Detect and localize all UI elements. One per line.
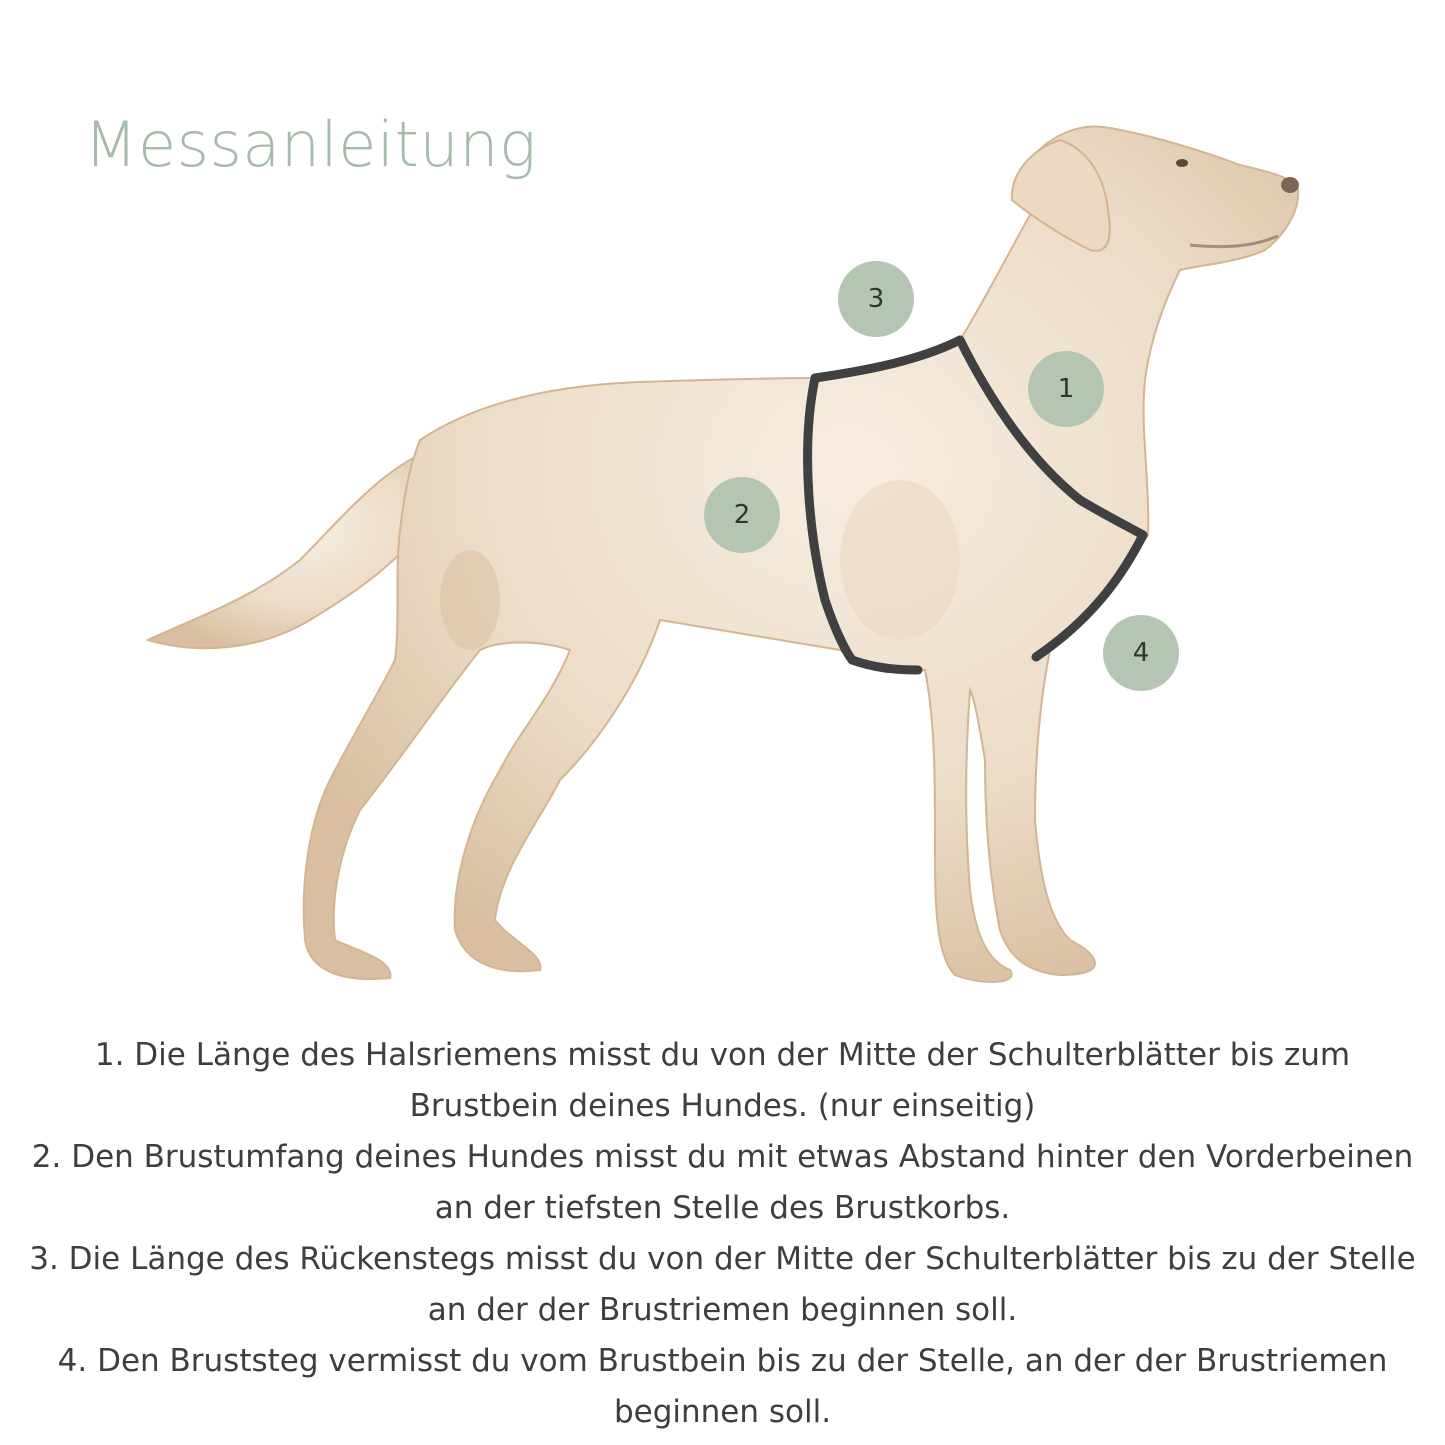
instruction-2: 2. Den Brustumfang deines Hundes misst du mit etwas Abstand hinter den Vorderbeinen an der tiefsten Stelle des Brustkorbs.	[31, 1139, 1414, 1226]
instruction-1: 1. Die Länge des Halsriemens misst du von der Mitte der Schulterblätter bis zum Brustbein deines Hundes. (nur einseitig)	[94, 1037, 1351, 1124]
marker-1: 1	[1028, 351, 1104, 427]
dog-shading-shape	[840, 480, 960, 640]
page-title: Messanleitung	[84, 108, 537, 181]
dog-eye-shape	[1176, 159, 1188, 167]
marker-4: 4	[1103, 615, 1179, 691]
marker-3: 3	[838, 261, 914, 337]
instruction-3: 3. Die Länge des Rückenstegs misst du von der Mitte der Schulterblätter bis zu der Stelle an der der Brustriemen beginnen soll.	[29, 1241, 1416, 1328]
dog-shading-shape	[440, 550, 500, 650]
instructions-text	[0, 1030, 1445, 1438]
marker-2: 2	[704, 477, 780, 553]
instruction-4: 4. Den Bruststeg vermisst du vom Brustbein bis zu der Stelle, an der der Brustriemen beginnen soll.	[57, 1343, 1388, 1430]
dog-body-shape	[148, 127, 1298, 982]
dog-nose-shape	[1281, 177, 1299, 193]
